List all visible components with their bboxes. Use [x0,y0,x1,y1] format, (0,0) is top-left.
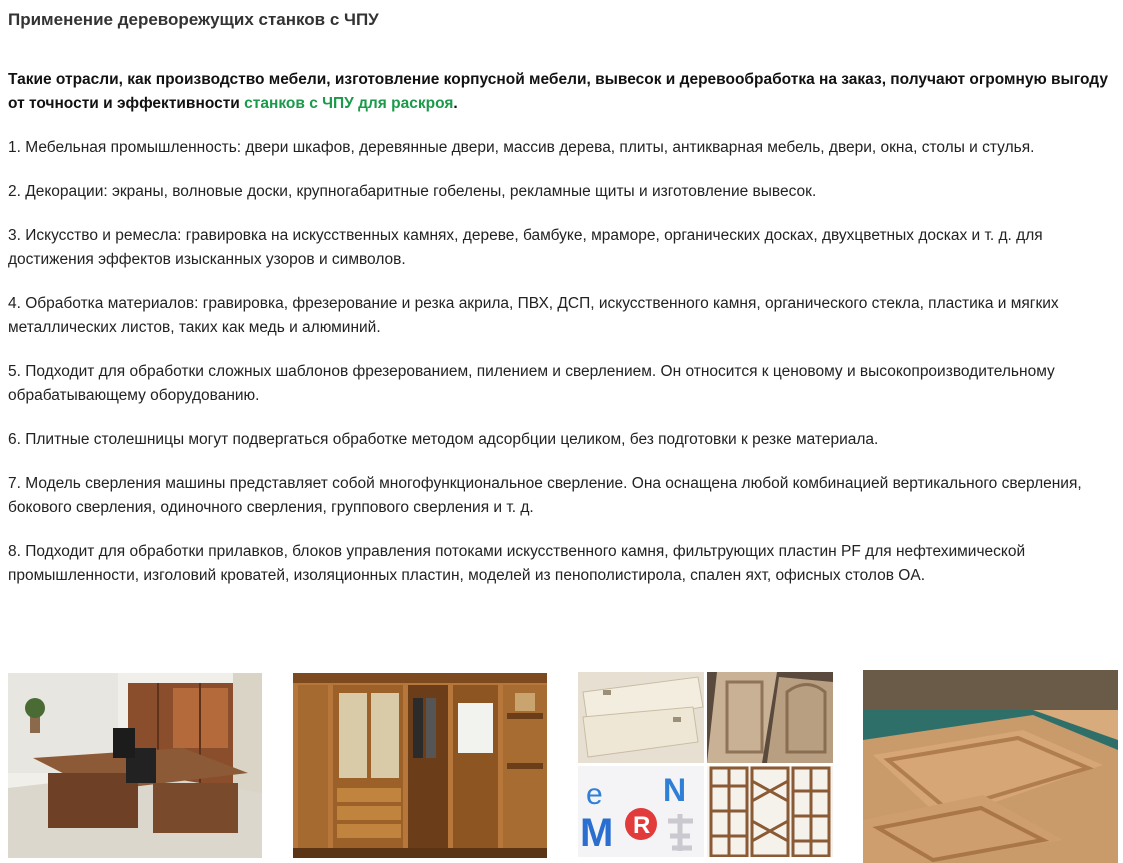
office-desk-image [8,673,262,858]
cnc-panels-image [863,670,1118,863]
intro-text: Такие отрасли, как производство мебели, изготовление корпусной мебели, вывесок и деревообработка на заказ, получают огромную выгоду от точности и эффективности [8,71,1108,112]
sign-letter-n: N [663,772,687,808]
list-item: 4. Обработка материалов: гравировка, фрезерование и резка акрила, ПВХ, ДСП, искусственного камня, органического стекла, пластика и мягких металлических листов, таких как медь и алюминий. [8,295,1059,336]
carved-door-image [707,672,833,763]
list-item: 2. Декорации: экраны, волновые доски, крупногабаритные гобелены, рекламные щиты и изготовление вывесок. [8,183,817,200]
page-title: Применение дереворежущих станков с ЧПУ [8,10,379,29]
intro-paragraph [8,68,1113,116]
sign-letter-e: e [586,778,603,811]
mdf-panels-image [578,672,704,763]
list-item: 6. Плитные столешницы могут подвергаться обработке методом адсорбции целиком, без подготовки к резке материала. [8,431,879,448]
cnc-cutting-link[interactable]: станков с ЧПУ для раскроя [244,95,454,112]
list-item: 1. Мебельная промышленность: двери шкафов, деревянные двери, массив дерева, плиты, антикварная мебель, двери, окна, столы и стулья. [8,139,1035,156]
list-item: 3. Искусство и ремесла: гравировка на искусственных камнях, дереве, бамбуке, мраморе, органических досках, двухцветных досках и т. д. для достижения эффектов изысканных узоров и символов. [8,227,1043,268]
list-item: 8. Подходит для обработки прилавков, блоков управления потоками искусственного камня, фильтрующих пластин PF для нефтехимической промышленности, изголовий кроватей, изоляционных пластин, моделей из пенополистирола, спален яхт, офисных столов OA. [8,543,1026,584]
applications-list [8,136,1113,608]
list-item: 5. Подходит для обработки сложных шаблонов фрезерованием, пилением и сверлением. Он относится к ценовому и высокопроизводительному обрабатывающему оборудованию. [8,363,1055,404]
list-item: 7. Модель сверления машины представляет собой многофункциональное сверление. Она оснащена любой комбинацией вертикального сверления, бокового сверления, одиночного сверления, группового сверления и т. д. [8,475,1082,516]
wardrobe-image [293,673,547,858]
image-gallery [0,670,1123,863]
acrylic-letters-image [578,766,704,857]
lattice-screen-image [707,766,833,857]
intro-end: . [453,95,458,112]
sign-letter-m: M [580,811,614,855]
sign-letter-r: R [633,812,651,839]
